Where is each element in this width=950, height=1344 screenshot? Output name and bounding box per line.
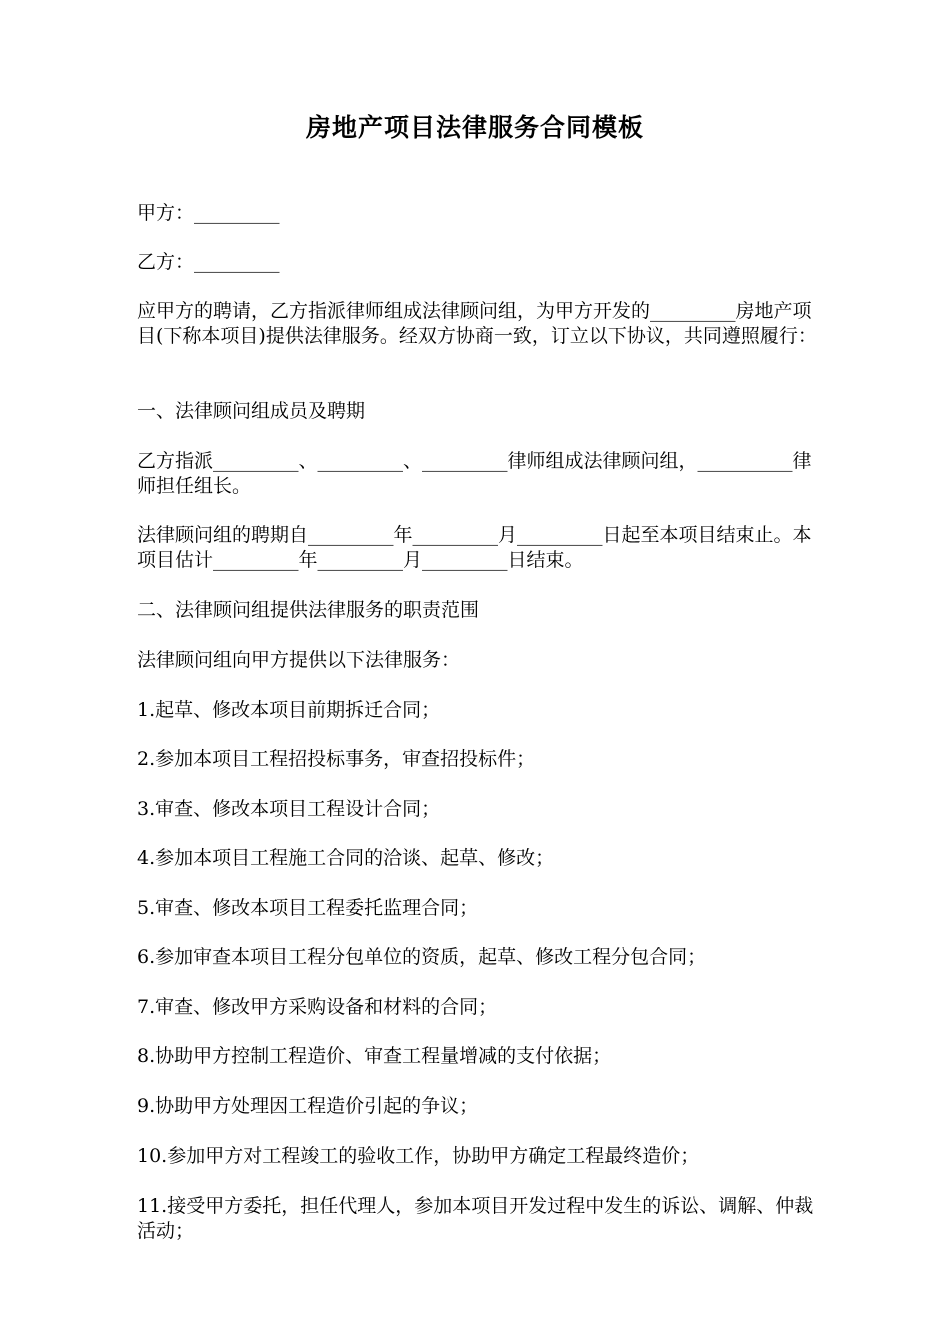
list-item: 10.参加甲方对工程竣工的验收工作，协助甲方确定工程最终造价； [137,1145,700,1167]
list-item: 5.审查、修改本项目工程委托监理合同； [137,897,479,919]
section-1-heading: 一、法律顾问组成员及聘期 [137,400,366,422]
party-a-line: 甲方：_________ [137,202,280,224]
section-1-term: 法律顾问组的聘期自_________年_________月_________日起至本项目结束止。本项目估计_________年_________月_________日结束。 [137,524,812,571]
section-2-intro: 法律顾问组向甲方提供以下法律服务： [137,649,461,671]
section-2-heading: 二、法律顾问组提供法律服务的职责范围 [137,599,480,621]
list-item: 6.参加审查本项目工程分包单位的资质，起草、修改工程分包合同； [137,946,707,968]
list-item: 9.协助甲方处理因工程造价引起的争议； [137,1095,479,1117]
list-item: 8.协助甲方控制工程造价、审查工程量增减的支付依据； [137,1045,612,1067]
list-item: 1.起草、修改本项目前期拆迁合同； [137,699,441,721]
section-1-members: 乙方指派_________、_________、_________律师组成法律顾问组，__________律师担任组长。 [137,450,812,497]
list-item: 4.参加本项目工程施工合同的洽谈、起草、修改； [137,847,555,869]
list-item: 7.审查、修改甲方采购设备和材料的合同； [137,996,498,1018]
intro-paragraph: 应甲方的聘请，乙方指派律师组成法律顾问组，为甲方开发的_________房地产项目(下称本项目)提供法律服务。经双方协商一致，订立以下协议，共同遵照履行： [137,300,817,347]
list-item: 3.审查、修改本项目工程设计合同； [137,798,441,820]
document-title: 房地产项目法律服务合同模板 [305,113,644,142]
list-item: 11.接受甲方委托，担任代理人，参加本项目开发过程中发生的诉讼、调解、仲裁活动； [137,1195,814,1242]
list-item: 2.参加本项目工程招投标事务，审查招投标件； [137,748,536,770]
party-b-line: 乙方：_________ [137,251,280,273]
